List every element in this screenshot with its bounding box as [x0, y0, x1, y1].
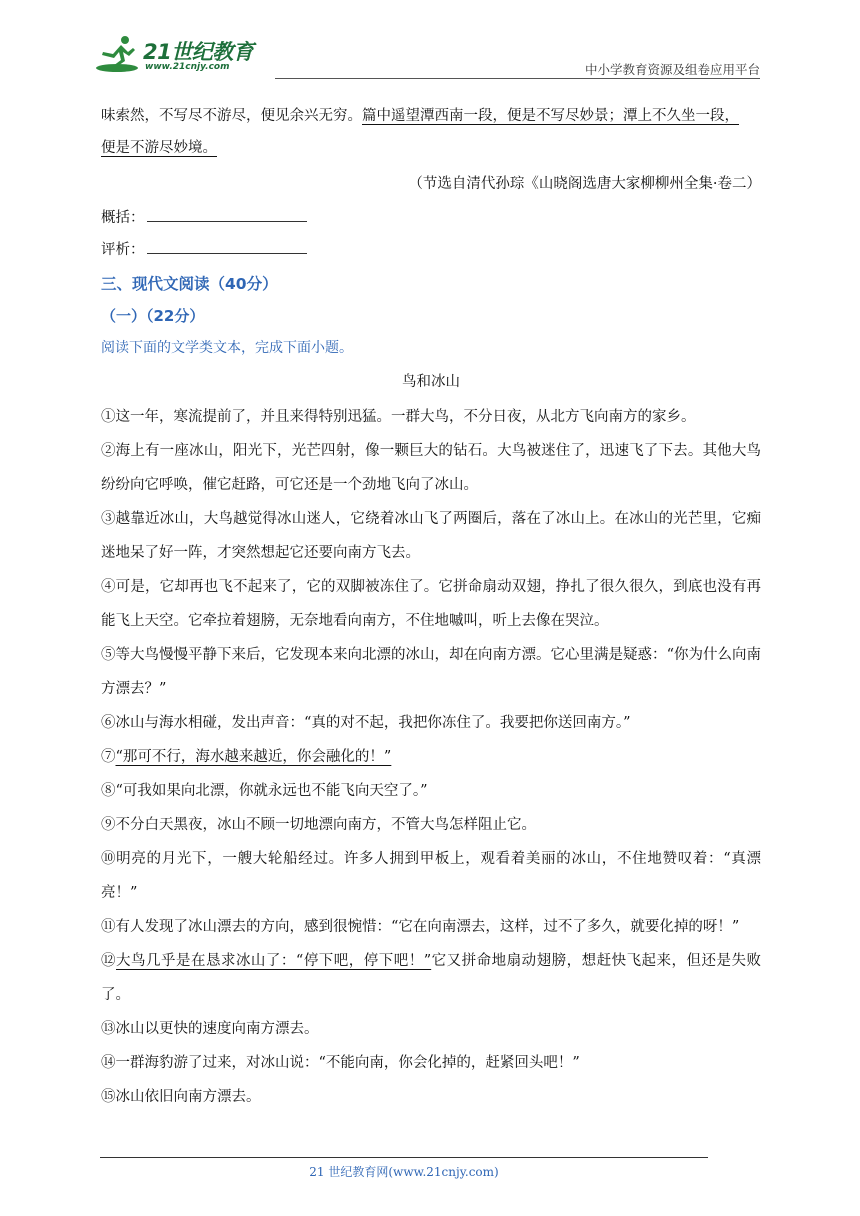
- logo-text: 21世纪教育: [143, 40, 254, 64]
- story-paragraph: ⑭一群海豹游了过来，对冰山说：“不能向南，你会化掉的，赶紧回头吧！”: [101, 1055, 580, 1071]
- page-header: [95, 30, 760, 80]
- logo: [95, 30, 265, 78]
- footer-text: 21 世纪教育网(www.21cnjy.com): [309, 1165, 499, 1179]
- story-paragraph: ③越靠近冰山，大鸟越觉得冰山迷人，它绕着冰山飞了两圈后，落在了冰山上。在冰山的光芒里，它痴迷地呆了好一阵，才突然想起它还要向南方飞去。: [101, 511, 761, 561]
- underlined-passage: 篇中遥望潭西南一段，便是不写尽妙景；潭上不久坐一段，: [362, 108, 739, 124]
- story-title: 鸟和冰山: [402, 374, 460, 390]
- underlined-sentence: 大鸟几乎是在恳求冰山了：“停下吧，停下吧！”: [116, 953, 432, 969]
- analysis-label: 评析：: [101, 242, 145, 258]
- paragraph-number: ⑦: [101, 749, 116, 765]
- analysis-blank[interactable]: [147, 235, 307, 254]
- paragraph-number: ⑫: [101, 953, 116, 969]
- passage-source: （节选自清代孙琮《山晓阁选唐大家柳柳州全集·卷二）: [408, 176, 761, 192]
- reading-instruction: 阅读下面的文学类文本，完成下面小题。: [101, 340, 353, 356]
- story-paragraph: ⑧“可我如果向北漂，你就永远也不能飞向天空了。”: [101, 783, 428, 799]
- runner-logo-icon: [95, 34, 143, 74]
- story-paragraph-7: [101, 740, 761, 774]
- summary-blank[interactable]: [147, 203, 307, 222]
- summary-label: 概括：: [101, 210, 145, 226]
- story-paragraph: ⑥冰山与海水相碰，发出声音：“真的对不起，我把你冻住了。我要把你送回南方。”: [101, 715, 631, 731]
- story-paragraph: ⑨不分白天黑夜，冰山不顾一切地漂向南方，不管大鸟怎样阻止它。: [101, 817, 536, 833]
- section-title: 三、现代文阅读（40分）: [101, 275, 278, 293]
- story-paragraph: ⑤等大鸟慢慢平静下来后，它发现本来向北漂的冰山，却在向南方漂。它心里满是疑惑：“你为什么向南方漂去？”: [101, 647, 761, 697]
- story-paragraph-12: [101, 944, 761, 1012]
- underlined-dialogue: “那可不行，海水越来越近，你会融化的！”: [115, 749, 392, 765]
- summary-row: [101, 202, 761, 234]
- story-paragraph: ⑩明亮的月光下，一艘大轮船经过。许多人拥到甲板上，观看着美丽的冰山，不住地赞叹着：“真漂亮！”: [101, 851, 761, 901]
- page-body: [101, 100, 761, 1114]
- story-paragraph: ⑮冰山依旧向南方漂去。: [101, 1089, 261, 1105]
- story-paragraph: ⑬冰山以更快的速度向南方漂去。: [101, 1021, 319, 1037]
- story-paragraph: ①这一年，寒流提前了，并且来得特别迅猛。一群大鸟，不分日夜，从北方飞向南方的家乡。: [101, 409, 696, 425]
- story-paragraph: ⑪有人发现了冰山漂去的方向，感到很惋惜：“它在向南漂去，这样，过不了多久，就要化掉的呀！”: [101, 919, 740, 935]
- header-divider: [275, 78, 760, 79]
- passage-tail: [101, 100, 761, 164]
- analysis-row: [101, 234, 761, 266]
- passage-text: 味索然，不写尽不游尽，便见余兴无穷。: [101, 108, 362, 124]
- underlined-passage-cont: 便是不游尽妙境。: [101, 140, 217, 156]
- platform-name: 中小学教育资源及组卷应用平台: [584, 62, 760, 77]
- story-paragraph: ②海上有一座冰山，阳光下，光芒四射，像一颗巨大的钻石。大鸟被迷住了，迅速飞了下去。其他大鸟纷纷向它呼唤，催它赶路，可它还是一个劲地飞向了冰山。: [101, 443, 761, 493]
- footer-divider: [100, 1157, 708, 1158]
- section-subtitle: （一）（22分）: [101, 307, 205, 325]
- paragraph-text: 它又拼命地扇动翅膀，想赶快飞起来，但还是失败了。: [101, 953, 762, 1003]
- story-paragraph: ④可是，它却再也飞不起来了，它的双脚被冻住了。它拼命扇动双翅，挣扎了很久很久，到底也没有再能飞上天空。它牵拉着翅膀，无奈地看向南方，不住地嘁叫，听上去像在哭泣。: [101, 579, 761, 629]
- logo-url: www.21cnjy.com: [145, 62, 230, 72]
